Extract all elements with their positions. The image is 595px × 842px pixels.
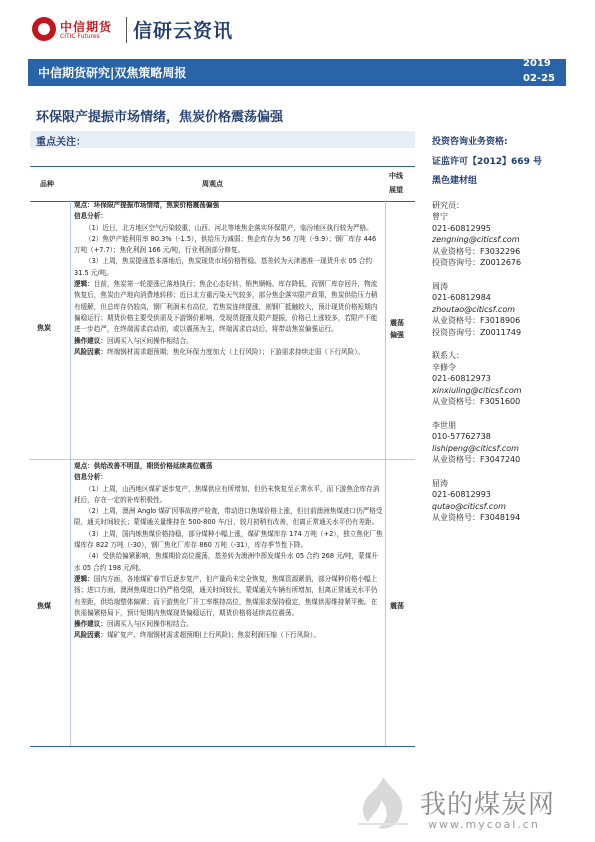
person-email[interactable]: zengning@citicsf.com <box>432 235 520 244</box>
coal-info-3: （3）上周，国内炼焦煤价格持稳，部分煤种小幅上涨，煤矿焦煤库存 174 万吨（+2），独立焦化厂焦煤库存 822 万吨（-30），钢厂焦化厂库存 860 万吨（-31），库存季节性下降。 <box>74 529 383 550</box>
col-sep-left-2 <box>70 459 71 746</box>
person-card <box>432 211 582 269</box>
col-weekly-view: 周观点 <box>202 180 223 188</box>
logo-name-en: CITIC Futures <box>60 33 100 40</box>
person-card <box>432 420 582 466</box>
person-name: 屈涛 <box>432 478 448 488</box>
watermark-text: 我的煤炭网 <box>420 790 556 820</box>
report-series: 中信期货研究|双焦策略周报 <box>38 66 187 80</box>
outlook-coke-2: 偏强 <box>390 331 404 339</box>
person-license: 从业资格号：F3048194 <box>432 513 521 522</box>
person-license: 从业资格号：F3018906 <box>432 316 521 325</box>
coke-info-2: （2）焦炉产能利用率 80.3%（-1.5），供给压力减弱；焦企库存为 56 万吨（-9.9）；钢厂库存 446 万吨（+7.7）；焦化利润 166 元/吨，行业利润部分修复。 <box>74 234 377 255</box>
person-phone: 021-60812973 <box>432 374 491 383</box>
person-email[interactable]: lishipeng@citicsf.com <box>432 443 519 453</box>
person-advisory-no: 投资咨询号：Z0012676 <box>432 258 522 267</box>
person-license: 从业资格号：F3032296 <box>432 246 521 256</box>
col-mid-term-2: 展望 <box>389 186 403 194</box>
coal-view-cell <box>74 461 383 642</box>
qualification-number: 证监许可【2012】669 号 <box>432 156 542 167</box>
logo-name-cn: 中信期货 <box>60 20 113 34</box>
qualification-label: 投资咨询业务资格: <box>432 137 508 147</box>
person-email[interactable]: qutao@citicsf.com <box>432 501 506 511</box>
citic-logo-icon <box>32 17 56 41</box>
page-title: 环保限产提振市场情绪，焦炭价格震荡偏强 <box>36 110 284 125</box>
contact-label: 联系人： <box>432 351 464 360</box>
watermark-url: www.mycoal.cn <box>428 818 540 831</box>
coke-info-1: （1）近日，北方地区空气污染较重，山西、河北等地焦企落实环保限产，临汾地区执行较为严格。 <box>85 223 373 232</box>
coke-info-label: 信息分析： <box>74 212 107 221</box>
person-advisory-no: 投资咨询号：Z0011749 <box>432 327 522 337</box>
person-email[interactable]: xinxiuling@citicsf.com <box>432 385 522 395</box>
coal-logic-label: 逻辑： <box>74 574 94 583</box>
coke-view-title: 观点：环保限产提振市场情绪，焦炭价格震荡偏强 <box>74 201 220 209</box>
coke-logic-label: 逻辑： <box>74 280 94 289</box>
person-phone: 021-60812984 <box>432 293 491 302</box>
coal-view-title: 观点：供给改善不明显，期货价格延续高位震荡 <box>74 462 213 470</box>
variety-coke: 焦炭 <box>37 324 51 332</box>
table-bottom-rule <box>30 746 415 747</box>
researcher-label: 研究员： <box>432 200 464 210</box>
coke-view-cell <box>74 200 383 358</box>
col-sep-left-1 <box>70 200 71 459</box>
person-phone: 021-60812995 <box>432 223 491 233</box>
contact-column <box>432 137 582 524</box>
coal-advice: 回调买入与区间操作相结合。 <box>106 620 193 629</box>
person-email[interactable]: zhoutao@citicsf.com <box>432 304 516 314</box>
report-date-md: 02-25 <box>523 73 555 84</box>
col-mid-term-1: 中线 <box>389 172 403 180</box>
coal-logic: 国内方面，各地煤矿春节后逐步复产，但产量尚未完全恢复，焦煤资源紧俏，部分煤种价格小幅上扬；进口方面，澳洲焦煤进口仍严格受限，通关时间较长，蒙煤通关车辆有所增加，但离正常通关水平仍有差距，供给端整体偏紧；而下游焦化厂开工率维持高位，焦煤需求保持稳定，焦煤供需维持紧平衡。在供需偏紧格局下，预计短期内焦煤现货偏稳运行，期货价格将延续高位震荡。 <box>74 574 378 617</box>
coal-info-4: （4）受供给偏紧影响，焦煤期价高位震荡，基差转为澳洲中挥发煤升水 05 合约 268 元/吨，蒙煤升水 05 合约 198 元/吨。 <box>74 552 378 572</box>
person-name: 李世朋 <box>432 420 456 430</box>
header-divider <box>126 17 127 43</box>
coke-logic: 目前，焦炭第一轮提涨已落地执行；焦企心态好转、销售顺畅、库存降低，而钢厂库存回升，物流恢复后，焦炭由产地向消费地转移；近日北方重污染天气较多，部分焦企落实限产政策，焦炭供给压力稍有缓解，但总库存仍较高，钢厂利润未有高位，若焦炭连续提涨，则钢厂抵触较大，预计现货价格短期内偏稳运行；期货价格主要受供需及下游钢价影响，受现货提涨及限产提振，价格已上涨较多，若限产不能进一步趋严，在终端需求启动前，或以震荡为主，终端需求启动后，将带动焦炭偏强运行。 <box>74 280 378 334</box>
person-card <box>432 281 582 339</box>
coal-advice-label: 操作建议： <box>74 620 107 629</box>
row-divider <box>30 459 415 460</box>
person-license: 从业资格号：F3051600 <box>432 397 521 406</box>
col-variety: 品种 <box>40 180 54 188</box>
col-sep-right-1 <box>385 200 386 459</box>
person-card <box>432 362 582 408</box>
header-title: 信研云资讯 <box>133 20 234 42</box>
person-phone: 010-57762738 <box>432 432 491 441</box>
col-sep-right-2 <box>385 459 386 746</box>
coal-info-label: 信息分析： <box>74 473 107 482</box>
coal-info-1: （1）上周，山西地区煤矿逐步复产，焦煤供应有所增加，但仍未恢复至正常水平，而下游焦企库存消耗后，存在一定的补库积极性。 <box>74 484 380 504</box>
coal-info-2: （2）上周，澳洲 Anglo 煤矿因事故停产检查，带动进口焦煤价格上涨，但目前澳洲焦煤进口仍严格受限，通关时间较长；蒙煤通关量维持在 500-800 车/日，较月初稍有改善，但离正常通关水平仍有差距。 <box>74 507 383 527</box>
group-name: 黑色建材组 <box>432 176 478 186</box>
outlook-coal-1: 震荡 <box>390 602 404 610</box>
coke-risk: 终端钢材需求超预期；焦化环保力度加大（上行风险）；下游需求持续走弱（下行风险）。 <box>106 347 365 356</box>
coke-risk-label: 风险因素： <box>74 347 107 356</box>
person-name: 周涛 <box>432 281 448 291</box>
coal-risk-label: 风险因素： <box>74 631 107 640</box>
coke-advice-label: 操作建议： <box>74 336 107 345</box>
person-card <box>432 478 582 524</box>
person-name: 曾宁 <box>432 212 448 221</box>
coke-advice: 回调买入与区间操作相结合。 <box>106 336 193 345</box>
coke-info-3: （3）上周，焦炭提涨基本落地后，焦炭现货市场价格暂稳。基差转为天津港准一现货升水 05 合约 31.5 元/吨。 <box>74 257 373 277</box>
coal-risk: 煤矿复产、终端钢材需求超预期(上行风险)；焦炭利润压缩（下行风险）。 <box>106 631 320 640</box>
flame-icon <box>348 772 418 832</box>
person-license: 从业资格号：F3047240 <box>432 455 521 464</box>
person-phone: 021-60812993 <box>432 490 491 499</box>
key-focus-bar <box>30 131 415 148</box>
key-focus-label: 重点关注： <box>36 137 86 148</box>
outlook-coke-1: 震荡 <box>390 319 404 327</box>
report-date-year: 2019 <box>523 58 551 69</box>
person-name: 辛修令 <box>432 362 456 372</box>
variety-coking-coal: 焦煤 <box>37 602 51 610</box>
